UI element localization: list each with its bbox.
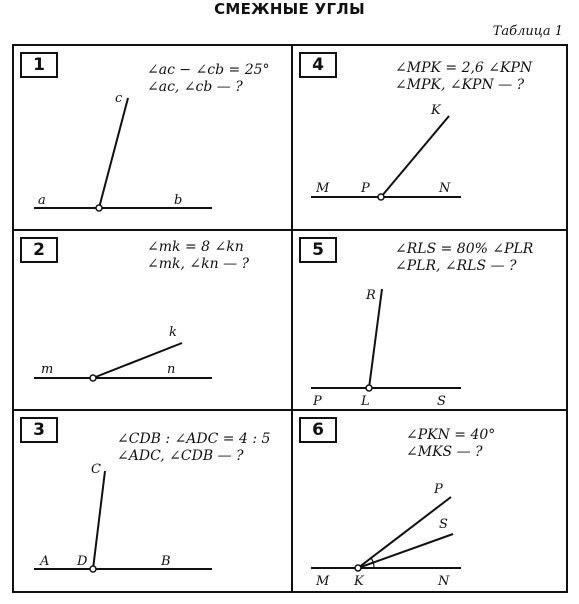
label-S: S [439,517,448,532]
vertex-point [378,194,384,200]
problem-number: 6 [299,417,337,443]
vertex-point [90,566,96,572]
problem-6-cell [293,411,568,591]
table-label: Таблица 1 [492,24,563,39]
problem-2-cell [14,231,291,409]
problem-1-cell [14,46,291,229]
condition-line-2: ∠MKS — ? [406,444,483,460]
condition-line-1: ∠MPK = 2,6 ∠KPN [395,60,533,76]
ray-r [369,289,382,388]
problem-5-figure [293,231,568,409]
condition-line-2: ∠PLR, ∠RLS — ? [395,258,517,274]
label-C: C [91,462,101,477]
label-P: P [361,181,370,196]
vertex-point [96,205,102,211]
ray-c [99,98,128,208]
label-M: M [316,574,330,589]
ray-s [358,534,453,568]
label-k: k [169,325,177,340]
problem-6-figure [293,411,568,591]
problem-2-figure [14,231,291,409]
condition-line-1: ∠RLS = 80% ∠PLR [395,241,534,257]
label-P: P [434,482,443,497]
ray-c [93,471,105,569]
label-D: D [77,554,88,569]
label-K: K [354,574,364,589]
label-N: N [439,181,451,196]
condition-line-1: ∠CDB : ∠ADC = 4 : 5 [117,431,271,447]
label-K: K [431,103,441,118]
vertex-point [90,375,96,381]
label-a: a [38,193,46,208]
condition-line-1: ∠PKN = 40° [406,427,496,443]
problem-1-figure [14,46,291,229]
condition-line-1: ∠mk = 8 ∠kn [147,239,244,255]
condition-line-2: ∠MPK, ∠KPN — ? [395,77,525,93]
problem-number: 2 [20,237,58,263]
problem-number: 3 [20,417,58,443]
label-R: R [366,288,376,303]
label-A: A [40,554,50,569]
problem-3-cell [14,411,291,591]
label-c: c [115,91,123,106]
label-B: B [161,554,171,569]
label-P: P [313,394,322,409]
label-m: m [41,362,54,377]
problem-number: 1 [20,52,58,78]
label-L: L [361,394,370,409]
label-S: S [437,394,446,409]
condition-line-1: ∠ac − ∠cb = 25° [147,62,270,78]
problem-4-figure [293,46,568,229]
label-M: M [316,181,330,196]
problem-number: 4 [299,52,337,78]
problems-table [12,44,568,593]
problem-5-cell [293,231,568,409]
problem-3-figure [14,411,291,591]
problem-4-cell [293,46,568,229]
ray-p [358,497,451,568]
label-n: n [167,362,176,377]
vertex-point [366,385,372,391]
condition-line-2: ∠ADC, ∠CDB — ? [117,448,244,464]
label-N: N [438,574,450,589]
vertex-point [355,565,361,571]
condition-line-2: ∠mk, ∠kn — ? [147,256,250,272]
label-b: b [174,193,183,208]
problem-number: 5 [299,237,337,263]
condition-line-2: ∠ac, ∠cb — ? [147,79,243,95]
page-title: СМЕЖНЫЕ УГЛЫ [214,0,365,18]
